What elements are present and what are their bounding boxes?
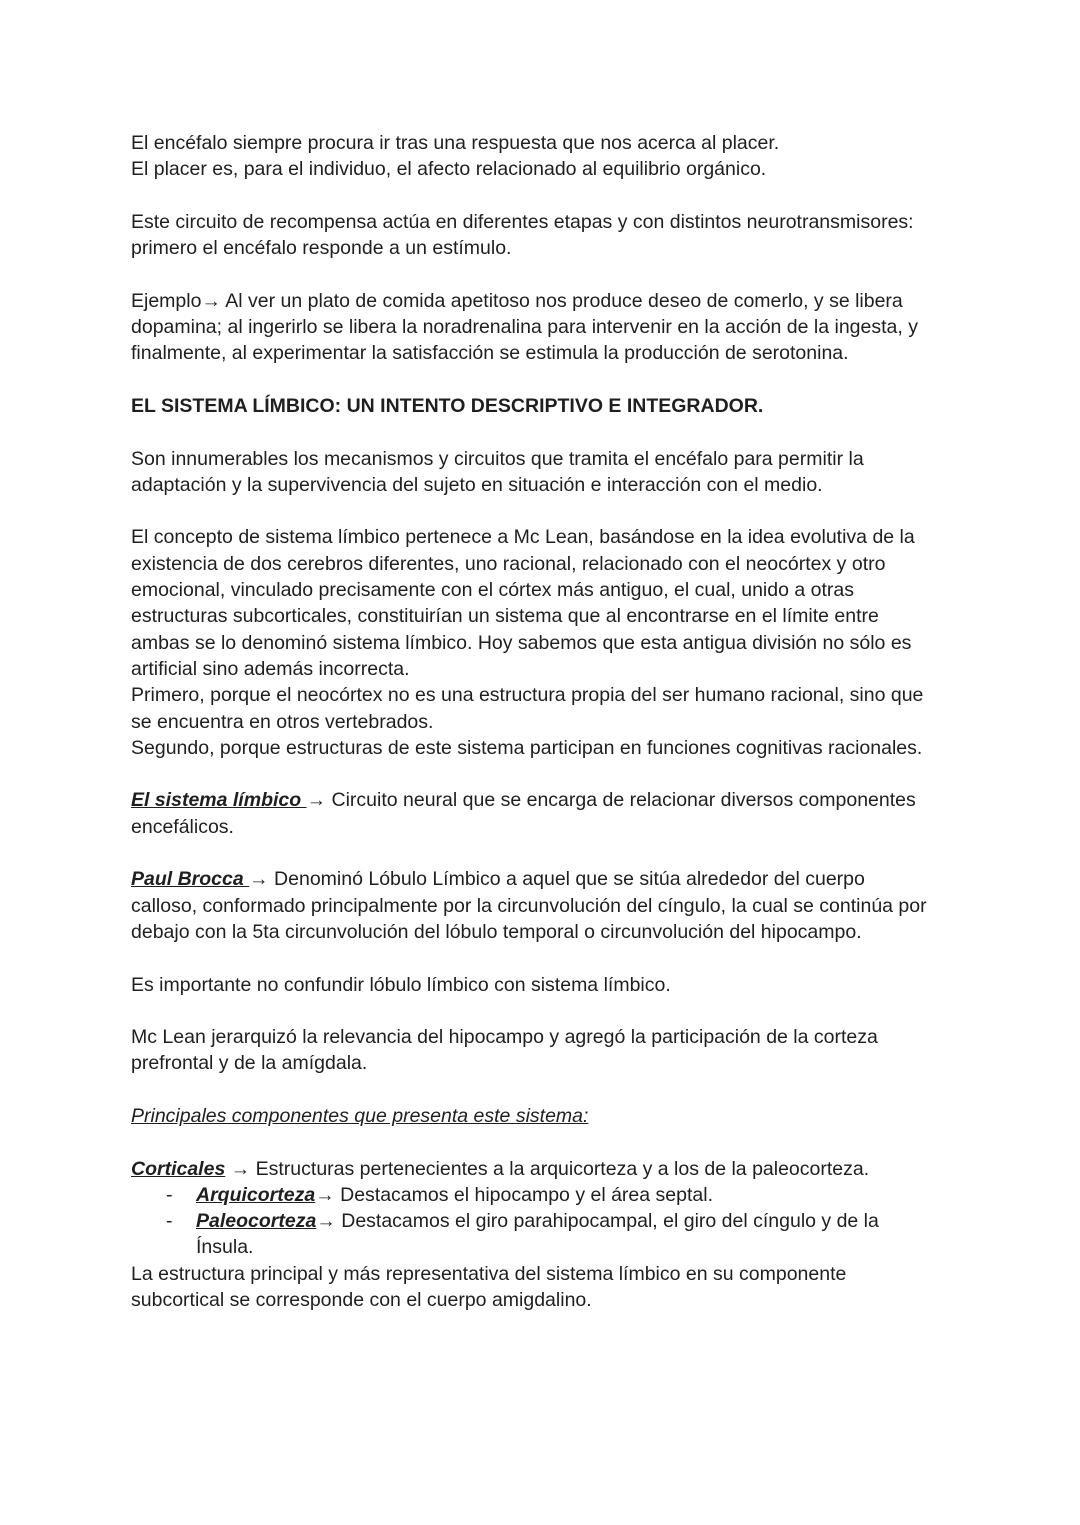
paragraph-mecanismos <box>131 446 960 499</box>
term-arquicorteza: Arquicorteza <box>196 1183 316 1206</box>
text-line: existencia de dos cerebros diferentes, uno racional, relacionado con el neocórtex y otro <box>131 552 886 575</box>
text-line: Ínsula. <box>196 1236 254 1259</box>
text-line: ambas se lo denominó sistema límbico. Hoy sabemos que esta antigua división no sólo es <box>131 631 912 654</box>
paragraph-amigdalino <box>131 1261 960 1314</box>
text-line: Ejemplo→ Al ver un plato de comida apetitoso nos produce deseo de comerlo, y se libera <box>131 289 903 312</box>
text-line: Son innumerables los mecanismos y circuitos que tramita el encéfalo para permitir la <box>131 447 864 470</box>
text-line: debajo con la 5ta circunvolución del lóbulo temporal o circunvolución del hipocampo. <box>131 920 862 943</box>
term-sistema-limbico: El sistema límbico <box>131 789 307 812</box>
text-line: Este circuito de recompensa actúa en diferentes etapas y con distintos neurotransmisores: <box>131 210 914 233</box>
text-line: prefrontal y de la amígdala. <box>131 1052 368 1075</box>
paragraph-placer <box>131 130 960 183</box>
text-line: → Circuito neural que se encarga de relacionar diversos componentes <box>306 789 916 812</box>
text-line: El placer es, para el individuo, el afecto relacionado al equilibrio orgánico. <box>131 158 767 181</box>
term-paul-brocca: Paul Brocca <box>131 868 250 891</box>
text-line: dopamina; al ingerirlo se libera la noradrenalina para intervenir en la acción de la ingesta, y <box>131 316 918 339</box>
paragraph-mc-lean <box>131 1024 960 1077</box>
text-line: estructuras subcorticales, constituirían un sistema que al encontrarse en el límite entre <box>131 605 879 628</box>
term-corticales: Corticales <box>131 1157 226 1180</box>
text-line: → Estructuras pertenecientes a la arquicorteza y a los de la paleocorteza. <box>225 1157 870 1180</box>
text-line: artificial sino además incorrecta. <box>131 657 410 680</box>
text-line: emocional, vinculado precisamente con el córtex más antiguo, el cual, unido a otras <box>131 579 854 602</box>
text-line: subcortical se corresponde con el cuerpo amigdalino. <box>131 1289 592 1312</box>
paragraph-ejemplo <box>131 288 960 367</box>
text-line: El encéfalo siempre procura ir tras una respuesta que nos acerca al placer. <box>131 132 780 154</box>
text-line: se encuentra en otros vertebrados. <box>131 710 434 733</box>
paragraph-paul-brocca <box>131 866 960 945</box>
text-line: La estructura principal y más representativa del sistema límbico en su componente <box>131 1262 847 1285</box>
cortex-list <box>131 1182 960 1261</box>
list-item <box>166 1208 960 1261</box>
text-line: calloso, conformado principalmente por la circunvolución del cíngulo, la cual se continúa por <box>131 894 927 917</box>
paragraph-sistema-limbico <box>131 787 960 840</box>
text-line: finalmente, al experimentar la satisfacción se estimula la producción de serotonina. <box>131 342 849 365</box>
dash-bullet: - <box>166 1183 173 1206</box>
paragraph-circuito <box>131 209 960 262</box>
dash-bullet: - <box>166 1210 173 1233</box>
paragraph-concepto <box>131 524 960 761</box>
list-item <box>166 1182 960 1208</box>
text-line: → Denominó Lóbulo Límbico a aquel que se sitúa alrededor del cuerpo <box>249 868 865 891</box>
section-heading: EL SISTEMA LÍMBICO: UN INTENTO DESCRIPTIVO E INTEGRADOR. <box>131 394 764 417</box>
text-line: El concepto de sistema límbico pertenece a Mc Lean, basándose en la idea evolutiva de la <box>131 526 915 549</box>
paragraph-no-confundir: Es importante no confundir lóbulo límbico con sistema límbico. <box>131 973 671 996</box>
text-line: Mc Lean jerarquizó la relevancia del hipocampo y agregó la participación de la corteza <box>131 1026 878 1049</box>
subheading-componentes: Principales componentes que presenta este sistema: <box>131 1104 589 1127</box>
paragraph-corticales <box>131 1156 960 1182</box>
text-line: primero el encéfalo responde a un estímulo. <box>131 237 512 260</box>
text-line: → Destacamos el giro parahipocampal, el giro del cíngulo y de la <box>316 1210 879 1233</box>
text-line: adaptación y la supervivencia del sujeto en situación e interacción con el medio. <box>131 473 823 496</box>
text-line: Segundo, porque estructuras de este sistema participan en funciones cognitivas racionales. <box>131 736 923 759</box>
text-line: Primero, porque el neocórtex no es una estructura propia del ser humano racional, sino que <box>131 684 924 707</box>
term-paleocorteza: Paleocorteza <box>196 1210 317 1233</box>
text-line: encefálicos. <box>131 815 234 838</box>
text-line: → Destacamos el hipocampo y el área septal. <box>315 1183 713 1206</box>
